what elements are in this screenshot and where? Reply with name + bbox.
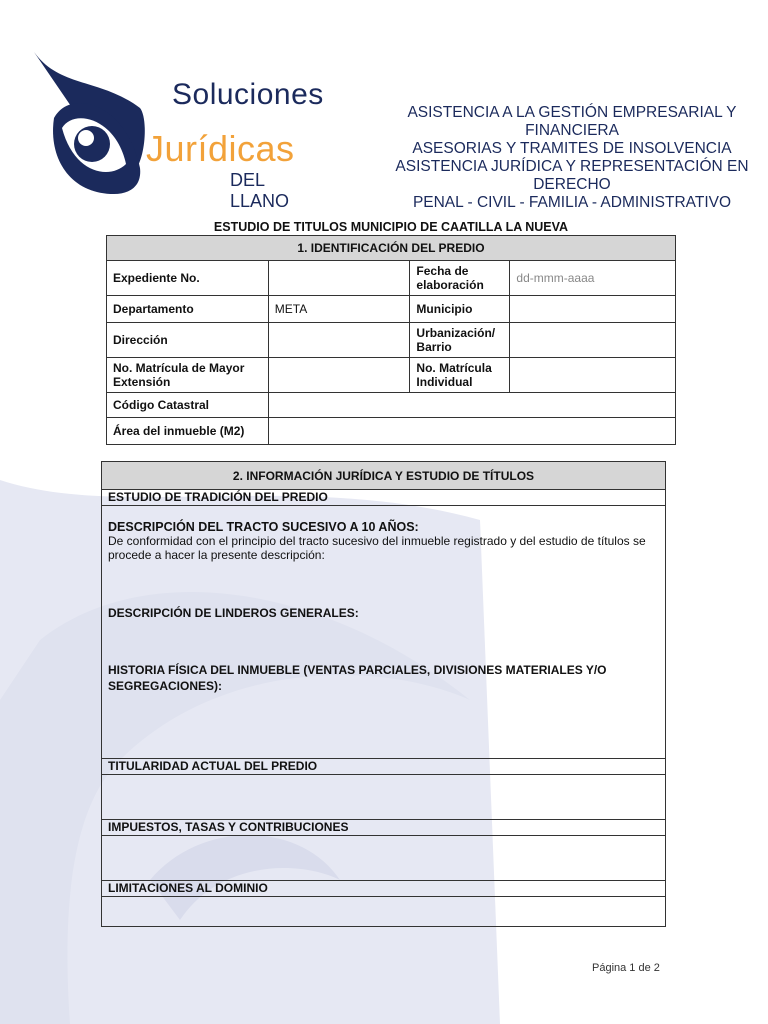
impuestos-field[interactable] bbox=[102, 836, 666, 881]
services-list bbox=[392, 104, 752, 212]
matricula-mayor-field[interactable] bbox=[268, 358, 410, 393]
service-line: ASISTENCIA A LA GESTIÓN EMPRESARIAL Y FINANCIERA bbox=[407, 104, 737, 139]
matricula-individual-label: No. Matrícula Individual bbox=[410, 358, 510, 393]
tracto-text: De conformidad con el principio del tracto sucesivo del inmueble registrado y del estudio de títulos se procede a hacer la presente descripción: bbox=[108, 534, 646, 562]
section1-heading: 1. IDENTIFICACIÓN DEL PREDIO bbox=[107, 236, 676, 261]
document-title: ESTUDIO DE TITULOS MUNICIPIO DE CAATILLA LA NUEVA bbox=[213, 220, 569, 234]
service-line: ASESORIAS Y TRAMITES DE INSOLVENCIA bbox=[412, 140, 732, 157]
expediente-label: Expediente No. bbox=[107, 261, 269, 296]
brand-juridicas: Jurídicas bbox=[146, 128, 295, 169]
expediente-field[interactable] bbox=[268, 261, 410, 296]
direccion-label: Dirección bbox=[107, 323, 269, 358]
tradicion-heading: ESTUDIO DE TRADICIÓN DEL PREDIO bbox=[102, 490, 666, 506]
titularidad-heading: TITULARIDAD ACTUAL DEL PREDIO bbox=[102, 759, 666, 775]
codigo-catastral-field[interactable] bbox=[268, 393, 675, 418]
municipio-label: Municipio bbox=[410, 296, 510, 323]
departamento-field[interactable]: META bbox=[268, 296, 410, 323]
direccion-field[interactable] bbox=[268, 323, 410, 358]
fecha-field[interactable]: dd-mmm-aaaa bbox=[510, 261, 676, 296]
identificacion-table bbox=[106, 235, 676, 445]
limitaciones-heading: LIMITACIONES AL DOMINIO bbox=[102, 881, 666, 897]
historia-heading: HISTORIA FÍSICA DEL INMUEBLE (VENTAS PARCIALES, DIVISIONES MATERIALES Y/O SEGREGACIONES): bbox=[108, 663, 607, 693]
brand-del-llano: DEL LLANO bbox=[230, 170, 290, 211]
limitaciones-field[interactable] bbox=[102, 897, 666, 927]
codigo-catastral-label: Código Catastral bbox=[107, 393, 269, 418]
matricula-mayor-label: No. Matrícula de Mayor Extensión bbox=[107, 358, 269, 393]
brand-soluciones: Soluciones bbox=[172, 78, 324, 111]
service-line: ASISTENCIA JURÍDICA Y REPRESENTACIÓN EN DERECHO bbox=[395, 158, 749, 193]
departamento-label: Departamento bbox=[107, 296, 269, 323]
urbanizacion-field[interactable] bbox=[510, 323, 676, 358]
urbanizacion-label: Urbanización/ Barrio bbox=[410, 323, 510, 358]
tradicion-body[interactable] bbox=[102, 506, 666, 759]
area-label: Área del inmueble (M2) bbox=[107, 418, 269, 445]
area-field[interactable] bbox=[268, 418, 675, 445]
service-line: PENAL - CIVIL - FAMILIA - ADMINISTRATIVO bbox=[412, 194, 732, 211]
informacion-juridica-table bbox=[101, 461, 666, 927]
matricula-individual-field[interactable] bbox=[510, 358, 676, 393]
titularidad-field[interactable] bbox=[102, 775, 666, 820]
impuestos-heading: IMPUESTOS, TASAS Y CONTRIBUCIONES bbox=[102, 820, 666, 836]
municipio-field[interactable] bbox=[510, 296, 676, 323]
section2-heading: 2. INFORMACIÓN JURÍDICA Y ESTUDIO DE TÍTULOS bbox=[102, 462, 666, 490]
company-logo bbox=[30, 48, 324, 211]
fecha-label: Fecha de elaboración bbox=[410, 261, 510, 296]
tracto-heading: DESCRIPCIÓN DEL TRACTO SUCESIVO A 10 AÑOS: bbox=[108, 520, 419, 534]
page-number: Página 1 de 2 bbox=[592, 962, 660, 974]
linderos-heading: DESCRIPCIÓN DE LINDEROS GENERALES: bbox=[108, 606, 359, 620]
owl-eye-icon bbox=[30, 48, 150, 198]
